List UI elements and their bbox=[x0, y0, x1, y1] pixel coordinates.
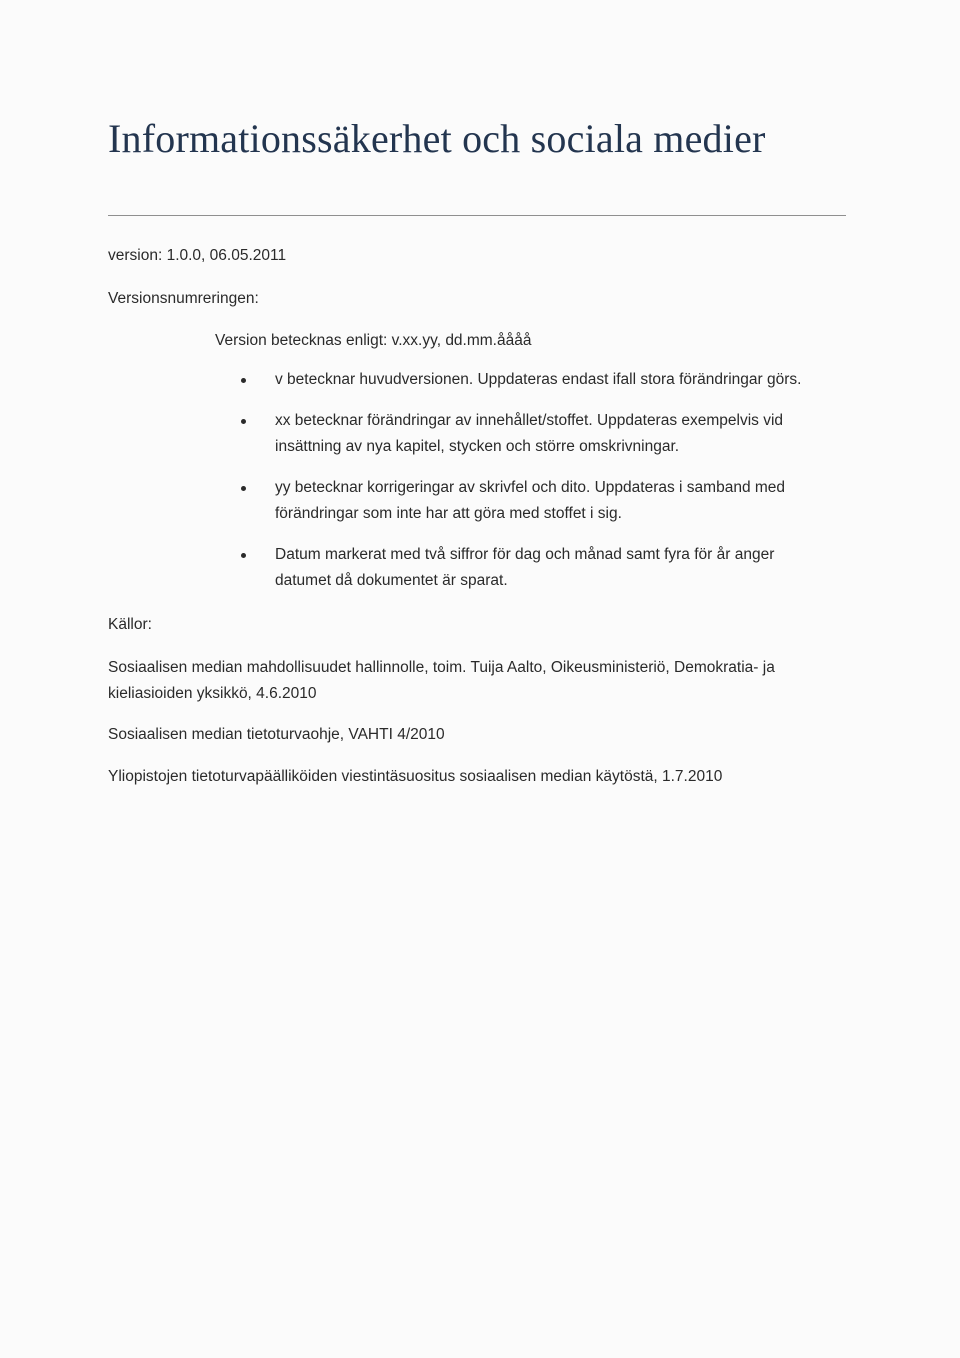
bullet-text: v betecknar huvudversionen. Uppdateras endast ifall stora förändringar görs. bbox=[275, 371, 802, 388]
bullet-text: yy betecknar korrigeringar av skrivfel och dito. Uppdateras i samband med förändringar som inte har att göra med stoffet i sig. bbox=[275, 479, 786, 522]
version-line: version: 1.0.0, 06.05.2011 bbox=[108, 247, 287, 264]
bullet-item-correction-version bbox=[238, 475, 828, 527]
bullet-item-date bbox=[238, 542, 828, 594]
bullet-text: Datum markerat med två siffror för dag och månad samt fyra för år anger datumet då dokumentet är sparat. bbox=[275, 546, 775, 589]
versioning-heading: Versionsnumreringen: bbox=[108, 290, 259, 307]
bullet-dot-icon bbox=[241, 553, 246, 558]
version-format-intro: Version betecknas enligt: v.xx.yy, dd.mm.åååå bbox=[215, 332, 532, 349]
bullet-text: xx betecknar förändringar av innehållet/stoffet. Uppdateras exempelvis vid insättning av nya kapitel, stycken och större omskrivningar. bbox=[275, 412, 784, 455]
bullet-dot-icon bbox=[241, 419, 246, 424]
bullet-dot-icon bbox=[241, 378, 246, 383]
document-title: Informationssäkerhet och sociala medier bbox=[108, 116, 766, 161]
bullet-dot-icon bbox=[241, 486, 246, 491]
bullet-item-main-version bbox=[238, 367, 828, 393]
bullet-item-content-version bbox=[238, 408, 828, 460]
versioning-bullet-list bbox=[238, 367, 828, 594]
source-item: Sosiaalisen median mahdollisuudet hallinnolle, toim. Tuija Aalto, Oikeusministeriö, Demokratia- ja kieliasioiden yksikkö, 4.6.2010 bbox=[108, 659, 775, 702]
source-item: Sosiaalisen median tietoturvaohje, VAHTI 4/2010 bbox=[108, 726, 445, 743]
source-item: Yliopistojen tietoturvapäälliköiden viestintäsuositus sosiaalisen median käytöstä, 1.7.2010 bbox=[108, 768, 723, 785]
sources-heading: Källor: bbox=[108, 616, 152, 633]
title-divider bbox=[108, 215, 846, 216]
